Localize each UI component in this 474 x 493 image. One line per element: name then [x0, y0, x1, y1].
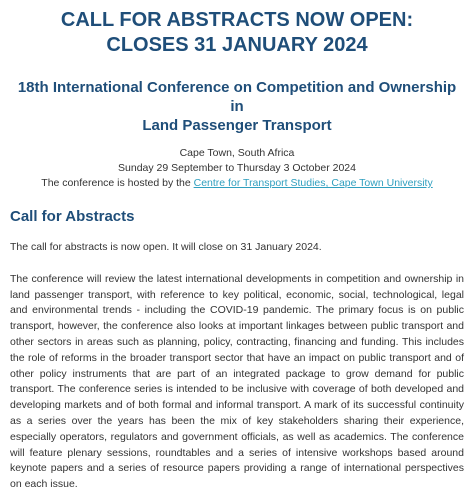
conference-details	[10, 146, 464, 191]
banner-line-2: CLOSES 31 JANUARY 2024	[106, 34, 368, 56]
host-link[interactable]: Centre for Transport Studies, Cape Town University	[193, 177, 433, 189]
conference-title-line-1: 18th International Conference on Competition and Ownership in	[17, 79, 457, 115]
banner-line-1: CALL FOR ABSTRACTS NOW OPEN:	[60, 9, 414, 31]
section-heading-call-for-abstracts: Call for Abstracts	[10, 208, 135, 225]
announcement-banner	[10, 8, 464, 58]
conference-title-line-2: Land Passenger Transport	[142, 117, 332, 134]
call-body-paragraph: The conference will review the latest international developments in competition and ownership in land passenger transport, with reference to key political, economic, social, technological, legal and environmental trends - including the COVID-19 pandemic. The primary focus is on public transport, however, the conference also looks at important linkages between public transport and other sectors in areas such as planning, policy, contracting, financing and funding. This includes the role of reforms in the broader transport sector that have an impact on public transport and of other policy instruments that are part of an integrated package to grow demand for public transport. The conference series is intended to be inclusive with coverage of both developed and developing markets and of both formal and informal transport. A mark of its successful continuity as a series over the years has been the mix of key stakeholders sharing their experience, especially operators, regulators and government officials, as well as academics. The conference will feature plenary sessions, roundtables and a series of intensive workshops based around keynote papers and a series of resource papers providing a range of international perspectives on each issue.	[10, 272, 464, 491]
call-intro-paragraph: The call for abstracts is now open. It will close on 31 January 2024.	[10, 241, 322, 253]
conference-dates: Sunday 29 September to Thursday 3 October 2024	[118, 162, 356, 174]
conference-location: Cape Town, South Africa	[179, 147, 295, 159]
conference-host	[10, 176, 464, 191]
host-prefix: The conference is hosted by the	[41, 177, 194, 189]
conference-title	[10, 78, 464, 135]
